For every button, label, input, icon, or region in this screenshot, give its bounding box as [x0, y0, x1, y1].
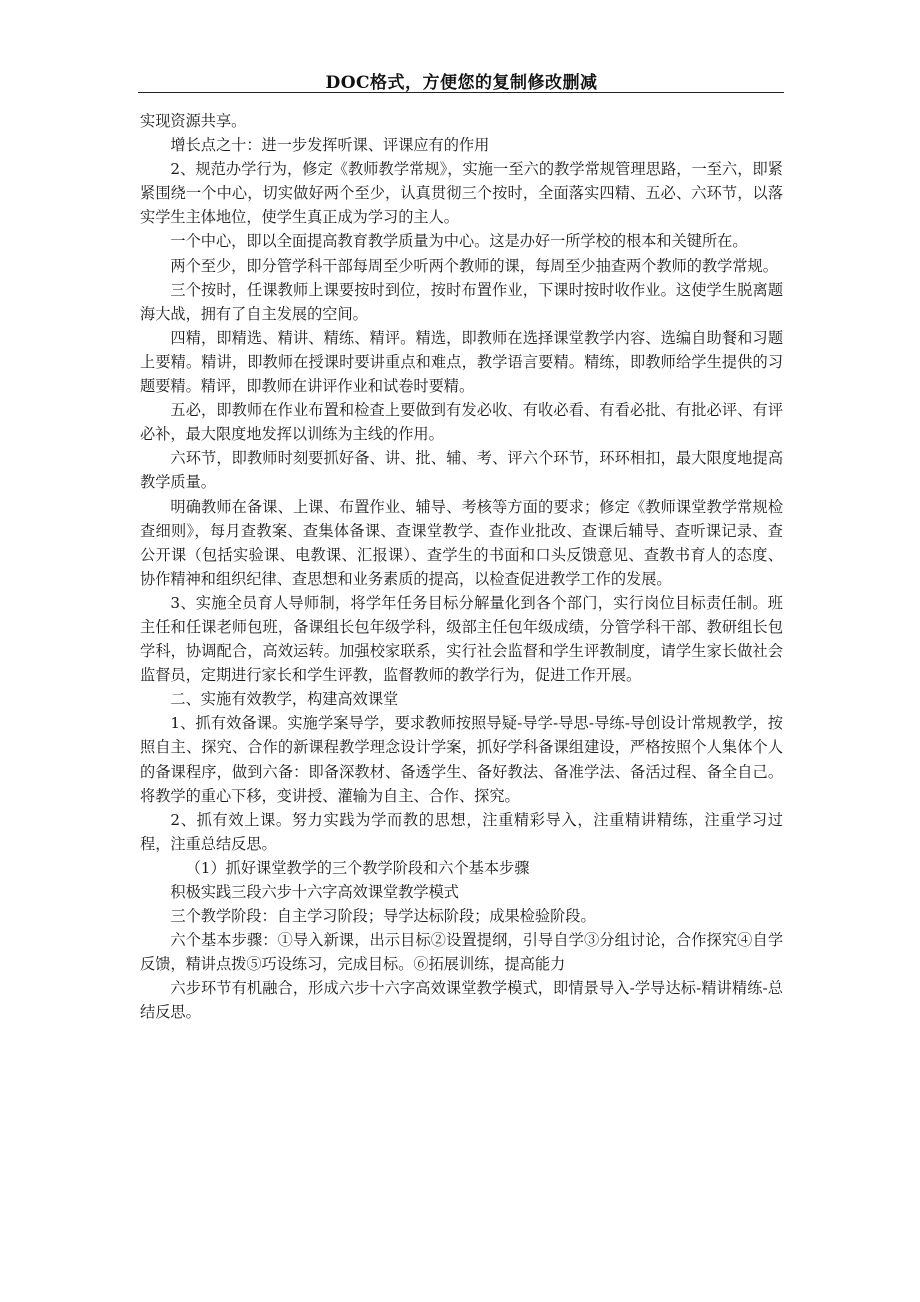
paragraph: 六步环节有机融合，形成六步十六字高效课堂教学模式，即情景导入-学导达标-精讲精练-总结反思。	[140, 979, 783, 1022]
paragraph: 3、实施全员育人导师制，将学年任务目标分解量化到各个部门，实行岗位目标责任制。班主任和任课老师包班，备课组长包年级学科，级部主任包年级成绩，分管学科干部、教研组长包学科，协调配合，高效运转。加强校家联系，实行社会监督和学生评教制度，请学生家长做社会监督员，定期进行家长和学生评教，监督教师的教学行为，促进工作开展。	[140, 593, 783, 685]
paragraph: 1、抓有效备课。实施学案导学，要求教师按照导疑-导学-导思-导练-导创设计常规教学，按照自主、探究、合作的新课程教学理念设计学案，抓好学科备课组建设，严格按照个人集体个人的备课程序，做到六备：即备深教材、备透学生、备好教法、备准学法、备活过程、备全自己。将教学的重心下移，变讲授、灌输为自主、合作、探究。	[140, 714, 783, 805]
paragraph: 五必，即教师在作业布置和检查上要做到有发必收、有收必看、有看必批、有批必评、有评必补，最大限度地发挥以训练为主线的作用。	[140, 401, 783, 444]
paragraph: 两个至少，即分管学科干部每周至少听两个教师的课，每周至少抽查两个教师的教学常规。	[170, 256, 778, 275]
subsection-heading: （1）抓好课堂教学的三个教学阶段和六个基本步骤	[185, 858, 530, 877]
paragraph: 一个中心，即以全面提高教育教学质量为中心。这是办好一所学校的根本和关键所在。	[170, 232, 748, 251]
paragraph: 三个按时，任课教师上课要按时到位，按时布置作业，下课时按时收作业。这使学生脱离题海大战，拥有了自主发展的空间。	[140, 280, 783, 323]
document-body	[140, 109, 783, 1025]
paragraph: 三个教学阶段：自主学习阶段；导学达标阶段；成果检验阶段。	[170, 907, 596, 926]
paragraph: 实现资源共享。	[140, 112, 247, 130]
paragraph: 2、规范办学行为，修定《教师教学常规》，实施一至六的教学常规管理思路，一至六，即紧紧围绕一个中心，切实做好两个至少，认真贯彻三个按时，全面落实四精、五必、六环节，以落实学生主体地位，使学生真正成为学习的主人。	[140, 160, 783, 227]
paragraph: 积极实践三段六步十六字高效课堂教学模式	[170, 883, 459, 901]
paragraph: 六环节，即教师时刻要抓好备、讲、批、辅、考、评六个环节，环环相扣，最大限度地提高教学质量。	[140, 449, 783, 492]
header-divider	[138, 92, 784, 93]
paragraph: 增长点之十：进一步发挥听课、评课应有的作用	[170, 136, 490, 155]
paragraph: 六个基本步骤：①导入新课，出示目标②设置提纲，引导自学③分组讨论，合作探究④自学反馈，精讲点拨⑤巧设练习，完成目标。⑥拓展训练，提高能力	[140, 931, 783, 974]
paragraph: 明确教师在备课、上课、布置作业、辅导、考核等方面的要求；修定《教师课堂教学常规检查细则》，每月查教案、查集体备课、查课堂教学、查作业批改、查课后辅导、查听课记录、查公开课（包括实验课、电教课、汇报课）、查学生的书面和口头反馈意见、查教书育人的态度、协作精神和组织纪律、查思想和业务素质的提高，以检查促进教学工作的发展。	[140, 497, 783, 588]
paragraph: 2、抓有效上课。努力实践为学而教的思想，注重精彩导入，注重精讲精练，注重学习过程，注重总结反思。	[140, 810, 783, 853]
paragraph: 四精，即精选、精讲、精练、精评。精选，即教师在选择课堂教学内容、选编自助餐和习题上要精。精讲，即教师在授课时要讲重点和难点，教学语言要精。精练，即教师给学生提供的习题要精。精评，即教师在讲评作业和试卷时要精。	[140, 328, 783, 396]
page-header-title: DOC格式，方便您的复制修改删减	[325, 73, 598, 93]
section-heading: 二、实施有效教学，构建高效课堂	[170, 690, 399, 709]
